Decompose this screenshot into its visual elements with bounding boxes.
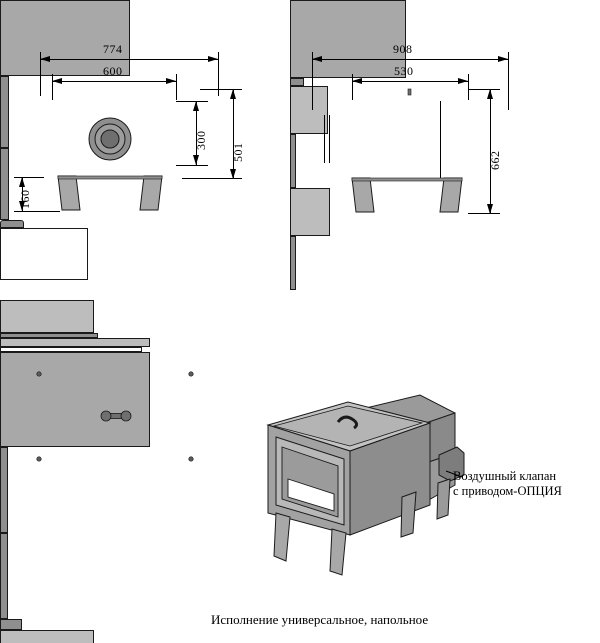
arrow-662-top bbox=[486, 89, 495, 101]
side-outlet-flange bbox=[290, 236, 296, 290]
ext-line-300-bottom bbox=[176, 165, 208, 166]
top-view-duct-upper bbox=[0, 300, 94, 333]
dim-530: 530 bbox=[394, 64, 414, 78]
front-view bbox=[0, 0, 300, 260]
side-divider bbox=[440, 101, 441, 179]
arrow-600-left bbox=[52, 77, 64, 86]
dim-908: 908 bbox=[393, 42, 413, 56]
arrow-600-right bbox=[164, 77, 176, 86]
top-view-handle-icon bbox=[100, 408, 132, 424]
front-flange-right bbox=[0, 148, 9, 220]
front-flange-left bbox=[0, 76, 9, 148]
front-handle bbox=[0, 220, 24, 228]
side-legs bbox=[340, 178, 490, 214]
dim-line-774 bbox=[40, 59, 218, 60]
top-view-tab-right bbox=[0, 533, 8, 619]
dim-300: 300 bbox=[194, 130, 208, 150]
arrow-530-left bbox=[352, 77, 364, 86]
ext-line-160-bottom bbox=[14, 211, 60, 212]
arrow-300-bottom bbox=[192, 153, 201, 165]
arrow-908-left bbox=[312, 55, 324, 64]
fan-wheel-icon bbox=[88, 117, 132, 161]
drawing-caption: Исполнение универсальное, напольное bbox=[211, 612, 429, 627]
side-top-stub bbox=[290, 78, 304, 86]
arrow-160-top bbox=[18, 177, 27, 189]
front-legs bbox=[36, 176, 186, 212]
dim-line-600 bbox=[52, 81, 176, 82]
annotation-line-1: Воздушный клапан bbox=[453, 469, 557, 483]
dim-line-908 bbox=[312, 59, 508, 60]
ext-line-662-top bbox=[468, 89, 500, 90]
top-view-cover-strip bbox=[0, 338, 150, 347]
arrow-300-top bbox=[192, 101, 201, 113]
arrow-501-bottom bbox=[229, 167, 238, 179]
isometric-view bbox=[250, 375, 600, 590]
dim-501: 501 bbox=[231, 142, 245, 162]
front-access-panel bbox=[0, 228, 88, 280]
top-view-tab-left bbox=[0, 447, 8, 533]
side-top-pin bbox=[407, 89, 412, 95]
ext-line-662-bottom bbox=[468, 213, 500, 214]
side-body bbox=[290, 0, 406, 78]
ext-line-530-right bbox=[468, 74, 469, 100]
side-inlet-rib-1 bbox=[324, 115, 325, 163]
top-view-bracket-right bbox=[0, 619, 22, 630]
top-view bbox=[0, 300, 290, 530]
annotation-line-2: с приводом-ОПЦИЯ bbox=[453, 484, 562, 498]
dim-600: 600 bbox=[103, 64, 123, 78]
top-view-duct-lower bbox=[0, 630, 94, 643]
arrow-530-right bbox=[456, 77, 468, 86]
dim-774: 774 bbox=[103, 42, 123, 56]
dim-line-501 bbox=[233, 89, 234, 179]
annotation-air-damper bbox=[453, 469, 562, 499]
arrow-501-top bbox=[229, 89, 238, 101]
arrow-774-left bbox=[40, 55, 52, 64]
ext-line-600-right bbox=[176, 74, 177, 100]
dim-line-530 bbox=[352, 81, 468, 82]
side-outlet-duct bbox=[290, 188, 330, 236]
side-inlet-duct bbox=[290, 86, 328, 134]
side-view bbox=[290, 0, 600, 260]
arrow-774-right bbox=[206, 55, 218, 64]
side-inlet-rib-2 bbox=[329, 115, 330, 163]
arrow-908-right bbox=[496, 55, 508, 64]
isometric-unit bbox=[250, 375, 480, 580]
side-inlet-flange bbox=[290, 134, 296, 188]
ext-line-908-right bbox=[508, 52, 509, 110]
arrow-662-bottom bbox=[486, 202, 495, 214]
dim-160: 160 bbox=[18, 189, 32, 209]
dim-662: 662 bbox=[488, 150, 502, 170]
